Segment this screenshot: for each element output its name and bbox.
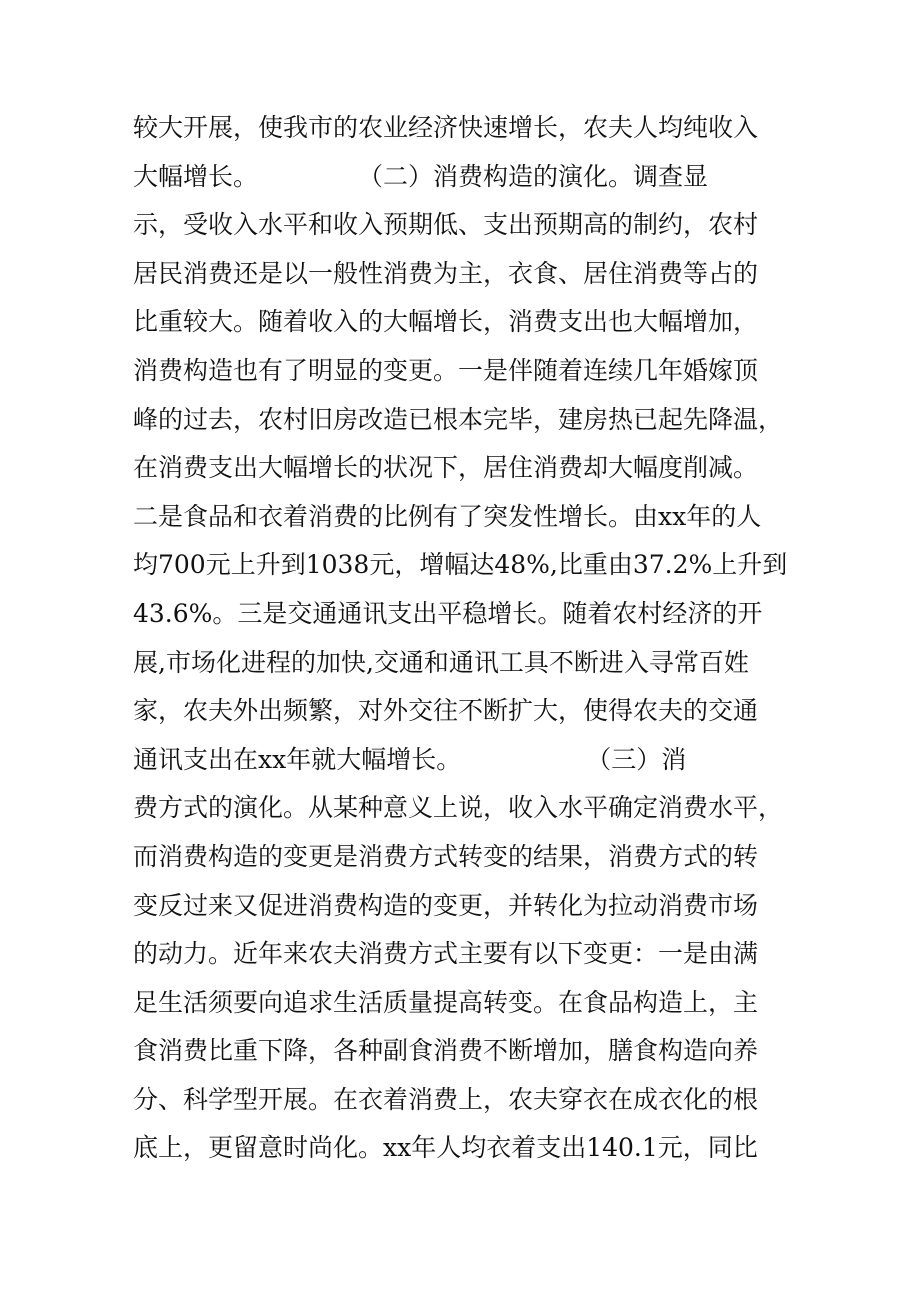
text-line: 二是食品和衣着消费的比例有了突发性增长。由xx年的人 [133, 501, 762, 531]
text-line: 的动力。近年来农夫消费方式主要有以下变更：一是由满 [133, 939, 759, 969]
text-line: 示，受收入水平和收入预期低、支出预期高的制约，农村 [133, 210, 759, 240]
text-line: 展,市场化进程的加快,交通和通讯工具不断进入寻常百姓 [133, 647, 749, 677]
text-line: 43.6%。三是交通通讯支出平稳增长。随着农村经济的开 [133, 598, 763, 628]
text-line: 峰的过去，农村旧房改造已根本完毕，建房热已起先降温， [133, 404, 784, 434]
text-line: 分、科学型开展。在衣着消费上，农夫穿衣在成衣化的根 [133, 1084, 759, 1114]
body-text [133, 104, 803, 1173]
text-line: 食消费比重下降，各种副食消费不断增加，膳食构造向养 [133, 1036, 759, 1066]
text-line: 较大开展，使我市的农业经济快速增长，农夫人均纯收入 [133, 113, 759, 142]
text-line: 消费构造也有了明显的变更。一是伴随着连续几年婚嫁顶 [133, 355, 759, 385]
text-line: 在消费支出大幅增长的状况下，居住消费却大幅度削减。 [133, 453, 759, 483]
text-line: 足生活须要向追求生活质量提高转变。在食品构造上，主 [133, 987, 759, 1017]
text-line: 居民消费还是以一般性消费为主，衣食、居住消费等占的 [133, 258, 759, 288]
text-line: 大幅增长。 （二）消费构造的演化。调查显 [133, 161, 709, 191]
text-line: 底上，更留意时尚化。xx年人均衣着支出140.1元，同比 [133, 1133, 758, 1163]
text-line: 比重较大。随着收入的大幅增长，消费支出也大幅增加， [133, 307, 759, 337]
text-line: 通讯支出在xx年就大幅增长。 （三）消 [133, 744, 687, 774]
text-line: 而消费构造的变更是消费方式转变的结果，消费方式的转 [133, 841, 759, 871]
text-line: 变反过来又促进消费构造的变更，并转化为拉动消费市场 [133, 890, 759, 920]
text-line: 均700元上升到1038元，增幅达48%,比重由37.2%上升到 [133, 550, 788, 580]
text-line: 费方式的演化。从某种意义上说，收入水平确定消费水平， [133, 793, 784, 823]
text-line: 家，农夫外出频繁，对外交往不断扩大，使得农夫的交通 [133, 696, 759, 726]
